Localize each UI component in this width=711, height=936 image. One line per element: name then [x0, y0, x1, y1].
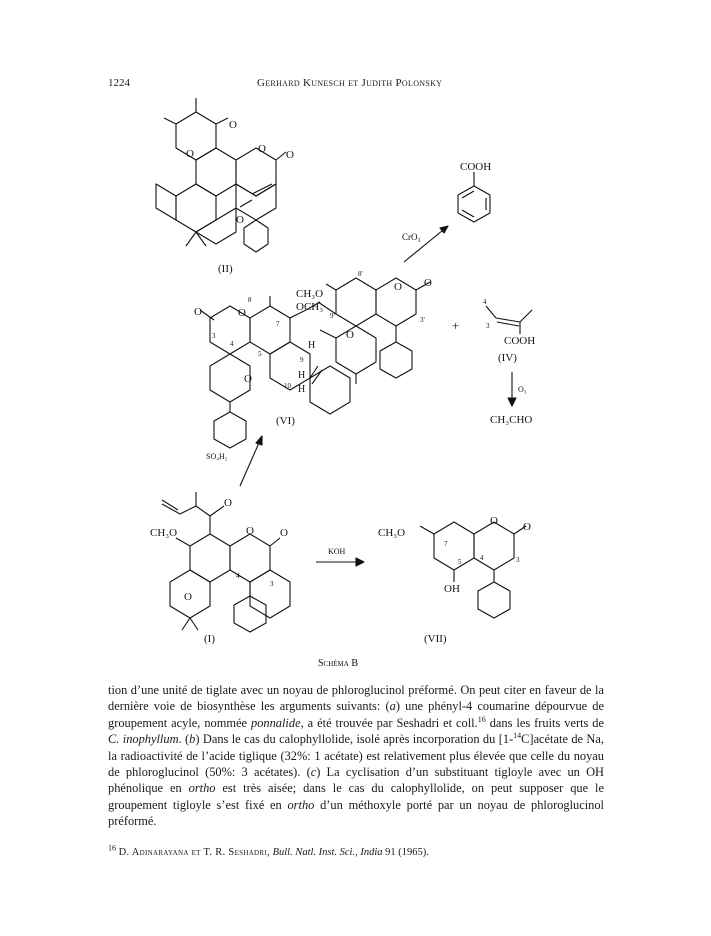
footnote-number: 16	[108, 843, 116, 853]
atom-label-o: O	[224, 497, 232, 509]
plus-sign: +	[452, 318, 460, 333]
position-number: 3	[516, 556, 520, 564]
structure-compound-ii	[156, 98, 286, 252]
atom-label-o: O	[194, 306, 202, 318]
position-number: 3	[486, 322, 490, 330]
atom-label-o: O	[229, 119, 237, 131]
arrow-so4h2	[240, 436, 262, 486]
formula-cooh: COOH	[460, 161, 492, 173]
footnote	[108, 843, 429, 858]
atom-label-o: O	[258, 143, 266, 155]
paragraph-text: tion d’une unité de tiglate avec un noyau de phloroglucinol préformé. On peut citer en faveur de la dernière voie de biosynthèse les arguments suivants: (a) une phényl-4 coumarine dépourvue de groupement acyle, nommée ponnalide, a été trouvée par Seshadri et coll.$^{16}$ dans les fruits verts de C. inophyllum. (b) Dans le cas du calophyllolide, isolé après incorporation du [1-$^{14}$C]acétate de Na, la radioactivité de l’acide tiglique (32%: 1 acétate) est relativement plus élevée que celle du noyau de phloroglucinol (50%: 3 acétates). (c) La cyclisation d’un substituant tigloyle avec un OH phénolique en ortho est très aisée; dans le cas du calophyllolide, on peut supposer que le groupement tigloyle s’est fixé en ortho d’un méthoxyle porté par un noyau de phloroglucinol préformé.	[108, 683, 605, 829]
atom-label-o: O	[523, 521, 531, 533]
structure-benzoic-acid	[458, 172, 490, 222]
position-number: 4	[230, 340, 234, 348]
atom-label-h: H	[298, 384, 306, 395]
body-paragraph	[108, 682, 604, 830]
position-number: 10	[284, 382, 291, 390]
position-number: 3	[270, 580, 274, 588]
atom-label-o: O	[394, 281, 402, 293]
formula-cooh: COOH	[504, 335, 536, 347]
formula-ch3o: CH₃O	[296, 288, 324, 300]
atom-label-o: O	[236, 214, 244, 226]
scheme-caption: Schéma B	[318, 658, 359, 669]
formula-oh: OH	[444, 583, 460, 595]
formula-ch3cho: CH₃CHO	[490, 414, 533, 426]
compound-label-ii: (II)	[218, 263, 233, 275]
position-number: 5	[258, 350, 262, 358]
reagent-so4h2: SO₄H₂	[206, 452, 228, 461]
atom-label-o: O	[244, 373, 252, 385]
reagent-koh: KOH	[328, 547, 346, 556]
atom-label-o: O	[346, 329, 354, 341]
page-number: 1224	[108, 77, 130, 89]
structure-tiglic-acid	[486, 306, 532, 334]
structure-compound-i	[162, 492, 290, 632]
position-number: 3'	[420, 316, 425, 324]
formula-ch3o: CH₃O	[150, 527, 178, 539]
atom-label-o: O	[184, 591, 192, 603]
atom-label-o: O	[490, 515, 498, 527]
position-number: 5	[458, 558, 462, 566]
atom-label-o: O	[238, 307, 246, 319]
position-number: 7	[444, 540, 448, 548]
compound-label-vii: (VII)	[424, 633, 447, 645]
reagent-cro3: CrO₃	[402, 232, 421, 242]
atom-label-o: O	[286, 149, 294, 161]
atom-label-o: O	[186, 148, 194, 160]
position-number: 4	[480, 554, 484, 562]
atom-label-h: H	[298, 370, 306, 381]
footnote-journal: Bull. Natl. Inst. Sci., India	[272, 847, 383, 858]
position-number: 8'	[358, 270, 363, 278]
formula-och3: OCH₃	[296, 301, 324, 313]
position-number: 3	[212, 332, 216, 340]
arrow-koh	[316, 558, 364, 566]
atom-label-o: O	[280, 527, 288, 539]
structure-compound-vii	[420, 522, 526, 618]
compound-label-i: (I)	[204, 633, 215, 645]
footnote-ref: 91 (1965).	[385, 847, 429, 858]
arrow-o3	[508, 372, 516, 406]
reagent-o3: O₃	[518, 385, 527, 394]
position-number: 8	[248, 296, 252, 304]
compound-label-vi: (VI)	[276, 415, 295, 427]
running-title: Gerhard Kunesch et Judith Polonsky	[257, 77, 443, 89]
formula-ch3o: CH₃O	[378, 527, 406, 539]
atom-label-o: O	[246, 525, 254, 537]
atom-label-h: H	[308, 340, 316, 351]
position-number: 9	[300, 356, 304, 364]
compound-label-iv: (IV)	[498, 352, 517, 364]
atom-label-o: O	[424, 277, 432, 289]
position-number: 4	[236, 572, 240, 580]
position-number: 4	[483, 298, 487, 306]
position-number: 9'	[330, 312, 335, 320]
footnote-authors: D. Adinarayana et T. R. Seshadri,	[118, 847, 270, 858]
position-number: 7	[276, 320, 280, 328]
